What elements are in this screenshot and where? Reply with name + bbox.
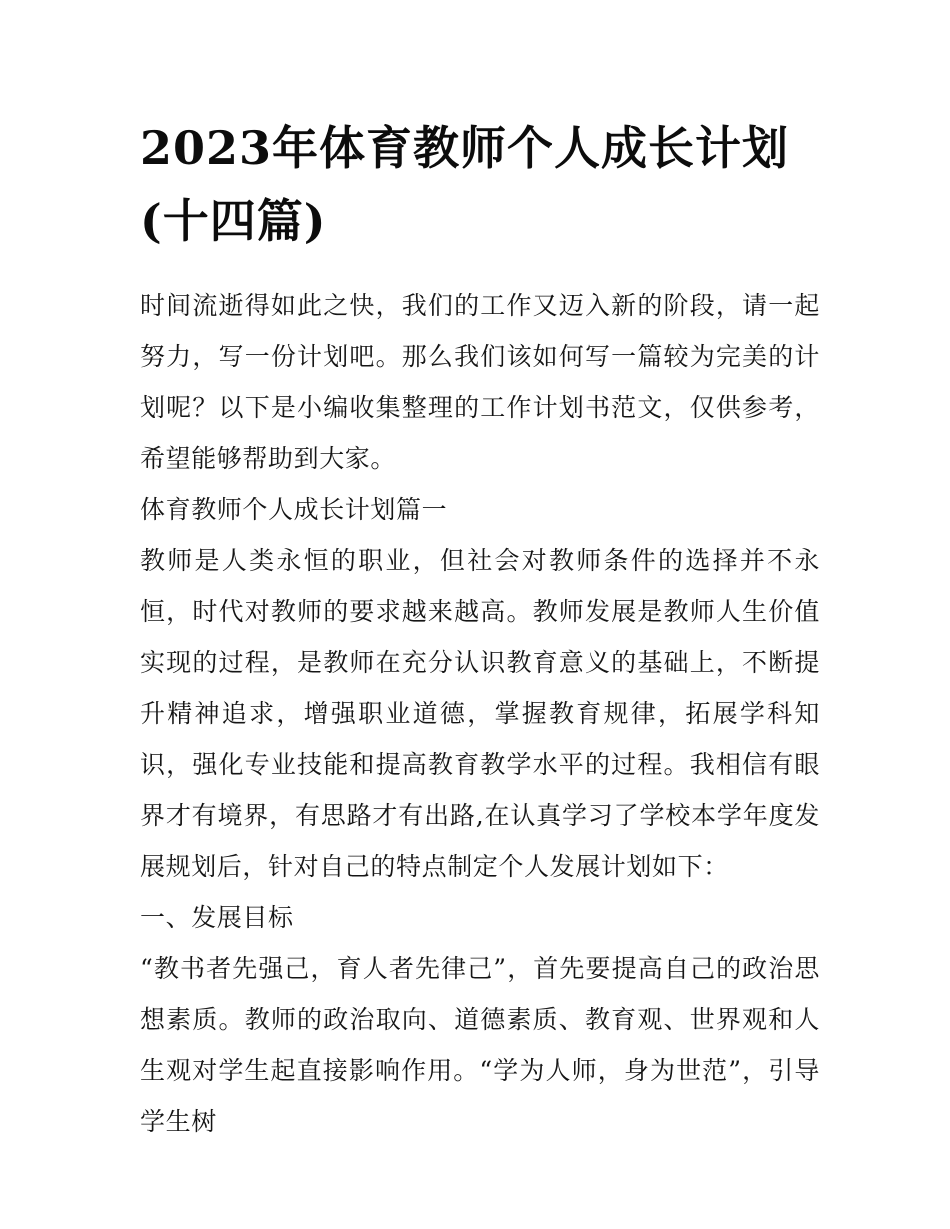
section-title: 体育教师个人成长计划篇一 — [140, 495, 448, 524]
intro-paragraph: 时间流逝得如此之快，我们的工作又迈入新的阶段，请一起努力，写一份计划吧。那么我们该如何写一篇较为完美的计划呢？以下是小编收集整理的工作计划书范文，仅供参考，希望能够帮助到大家。 — [140, 291, 820, 473]
document-body — [140, 280, 820, 1147]
body-paragraph: 教师是人类永恒的职业，但社会对教师条件的选择并不永恒，时代对教师的要求越来越高。教师发展是教师人生价值实现的过程，是教师在充分认识教育意义的基础上，不断提升精神追求，增强职业道德，掌握教育规律，拓展学科知识，强化专业技能和提高教育教学水平的过程。我相信有眼界才有境界，有思路才有出路,在认真学习了学校本学年度发展规划后，针对自己的特点制定个人发展计划如下： — [140, 546, 820, 881]
document-title: 2023年体育教师个人成长计划(十四篇) — [140, 121, 790, 248]
subheading: 一、发展目标 — [140, 903, 294, 932]
body-paragraph: “教书者先强己，育人者先律己”，首先要提高自己的政治思想素质。教师的政治取向、道德素质、教育观、世界观和人生观对学生起直接影响作用。“学为人师，身为世范”，引导学生树 — [140, 954, 820, 1136]
